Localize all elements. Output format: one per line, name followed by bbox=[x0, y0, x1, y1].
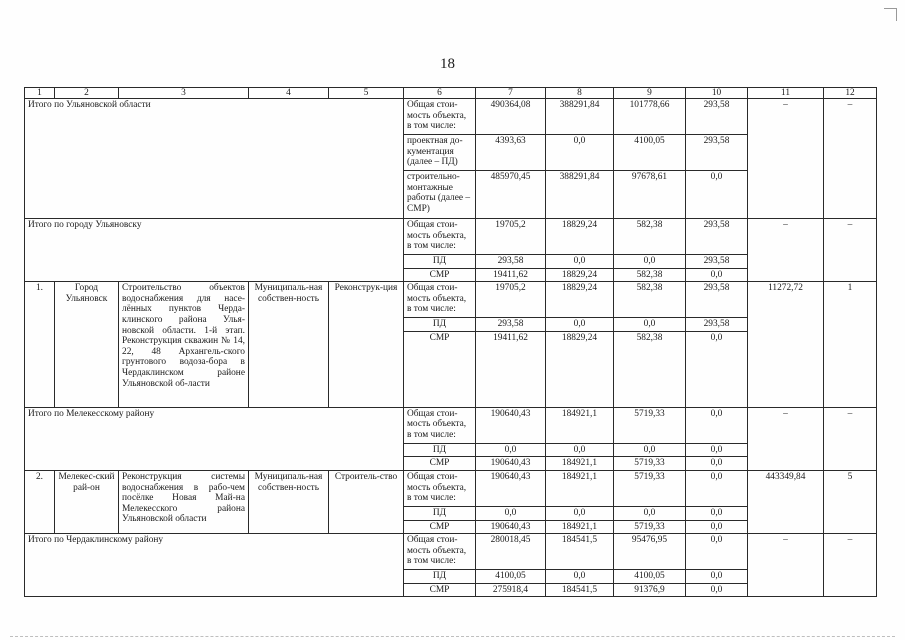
scan-corner-mark bbox=[884, 8, 897, 21]
row-label: Общая стои-мость объекта, в том числе: bbox=[404, 99, 476, 135]
row-label: СМР bbox=[404, 331, 476, 407]
object-number: 2. bbox=[25, 470, 55, 533]
value-cell: 0,0 bbox=[686, 570, 748, 584]
col-header: 11 bbox=[748, 88, 824, 99]
column-number-row bbox=[25, 88, 877, 99]
value-cell: 0,0 bbox=[546, 570, 614, 584]
investment-table bbox=[24, 87, 877, 597]
col-header: 1 bbox=[25, 88, 55, 99]
value-cell: 0,0 bbox=[686, 506, 748, 520]
row-label: ПД bbox=[404, 443, 476, 457]
value-cell: 582,38 bbox=[614, 282, 686, 318]
value-cell: 293,58 bbox=[686, 99, 748, 135]
row-label: Общая стои-мость объекта, в том числе: bbox=[404, 219, 476, 255]
value-cell: 18829,24 bbox=[546, 268, 614, 282]
col-header: 2 bbox=[55, 88, 119, 99]
value-cell: 0,0 bbox=[686, 534, 748, 570]
col-header: 7 bbox=[476, 88, 546, 99]
page-number: 18 bbox=[440, 56, 455, 72]
row-label: проектная до-кументация (далее – ПД) bbox=[404, 135, 476, 171]
row-label: Общая стои-мость объекта, в том числе: bbox=[404, 407, 476, 443]
city-summary-title: Итого по городу Ульяновску bbox=[25, 219, 404, 282]
value-cell: 0,0 bbox=[614, 318, 686, 332]
value-cell: 190640,43 bbox=[476, 407, 546, 443]
value-cell: 582,38 bbox=[614, 268, 686, 282]
value-cell: 0,0 bbox=[546, 443, 614, 457]
value-cell: 0,0 bbox=[686, 443, 748, 457]
object-work-type: Реконструк-ция bbox=[329, 282, 404, 408]
value-cell: 0,0 bbox=[614, 443, 686, 457]
value-cell: 19411,62 bbox=[476, 268, 546, 282]
value-cell: – bbox=[824, 219, 877, 282]
row-label: строительно-монтажные работы (далее – СМР) bbox=[404, 171, 476, 219]
value-cell: 582,38 bbox=[614, 331, 686, 407]
value-cell: 18829,24 bbox=[546, 331, 614, 407]
row-label: ПД bbox=[404, 506, 476, 520]
value-cell: 0,0 bbox=[546, 255, 614, 269]
value-cell: 190640,43 bbox=[476, 520, 546, 534]
value-cell: 184921,1 bbox=[546, 457, 614, 471]
value-cell: 293,58 bbox=[476, 318, 546, 332]
value-cell: 19411,62 bbox=[476, 331, 546, 407]
value-cell: 0,0 bbox=[686, 407, 748, 443]
object-number: 1. bbox=[25, 282, 55, 408]
object-place: Мелекес-ский рай-он bbox=[55, 470, 119, 533]
value-cell: 0,0 bbox=[686, 457, 748, 471]
value-cell: 280018,45 bbox=[476, 534, 546, 570]
region-summary-title: Итого по Ульяновской области bbox=[25, 99, 404, 219]
cherdakly-summary-title: Итого по Чердаклинскому району bbox=[25, 534, 404, 597]
value-cell: 582,38 bbox=[614, 219, 686, 255]
value-cell: 490364,08 bbox=[476, 99, 546, 135]
row-label: ПД bbox=[404, 318, 476, 332]
value-cell: 5 bbox=[824, 470, 877, 533]
value-cell: 293,58 bbox=[686, 255, 748, 269]
value-cell: 190640,43 bbox=[476, 457, 546, 471]
value-cell: 5719,33 bbox=[614, 407, 686, 443]
value-cell: 95476,95 bbox=[614, 534, 686, 570]
row-label: СМР bbox=[404, 520, 476, 534]
value-cell: 0,0 bbox=[476, 443, 546, 457]
value-cell: 0,0 bbox=[686, 268, 748, 282]
value-cell: 4100,05 bbox=[614, 135, 686, 171]
object-ownership: Муниципаль-ная собствен-ность bbox=[249, 470, 329, 533]
value-cell: – bbox=[824, 407, 877, 470]
value-cell: – bbox=[748, 407, 824, 470]
row-label: Общая стои-мость объекта, в том числе: bbox=[404, 534, 476, 570]
value-cell: 0,0 bbox=[546, 506, 614, 520]
value-cell: 0,0 bbox=[546, 135, 614, 171]
row-label: Общая стои-мость объекта, в том числе: bbox=[404, 470, 476, 506]
value-cell: 1 bbox=[824, 282, 877, 408]
value-cell: 0,0 bbox=[686, 470, 748, 506]
value-cell: 0,0 bbox=[686, 520, 748, 534]
row-label: СМР bbox=[404, 457, 476, 471]
row-label: ПД bbox=[404, 255, 476, 269]
value-cell: – bbox=[824, 99, 877, 219]
value-cell: 0,0 bbox=[686, 171, 748, 219]
value-cell: 4393,63 bbox=[476, 135, 546, 171]
value-cell: 293,58 bbox=[686, 282, 748, 318]
object-description: Строительство объектов водоснабжения для насе-лённых пунктов Черда-клинского района Улья-новской области. 1-й этап. Реконструкция скважин № 14, 22, 48 Архангель-ского грунтового водоза-бора в Чердаклинском районе Ульяновской об-ласти bbox=[119, 282, 249, 408]
table-row bbox=[25, 282, 877, 318]
value-cell: 184921,1 bbox=[546, 407, 614, 443]
value-cell: 5719,33 bbox=[614, 457, 686, 471]
value-cell: 4100,05 bbox=[476, 570, 546, 584]
value-cell: 293,58 bbox=[686, 318, 748, 332]
value-cell: 91376,9 bbox=[614, 583, 686, 597]
scan-edge-noise bbox=[10, 634, 895, 637]
value-cell: 293,58 bbox=[686, 135, 748, 171]
value-cell: 0,0 bbox=[614, 506, 686, 520]
value-cell: 97678,61 bbox=[614, 171, 686, 219]
table-row bbox=[25, 99, 877, 135]
col-header: 5 bbox=[329, 88, 404, 99]
row-label: ПД bbox=[404, 570, 476, 584]
object-work-type: Строитель-ство bbox=[329, 470, 404, 533]
object-description: Реконструкция системы водоснабжения в рабо-чем посёлке Новая Май-на Мелекесского района Ульяновской области bbox=[119, 470, 249, 533]
value-cell: 293,58 bbox=[686, 219, 748, 255]
value-cell: 4100,05 bbox=[614, 570, 686, 584]
value-cell: 5719,33 bbox=[614, 520, 686, 534]
value-cell: 184921,1 bbox=[546, 520, 614, 534]
value-cell: 190640,43 bbox=[476, 470, 546, 506]
value-cell: 18829,24 bbox=[546, 282, 614, 318]
table-row bbox=[25, 407, 877, 443]
value-cell: – bbox=[748, 534, 824, 597]
value-cell: 101778,66 bbox=[614, 99, 686, 135]
value-cell: 388291,84 bbox=[546, 99, 614, 135]
value-cell: 275918,4 bbox=[476, 583, 546, 597]
object-ownership: Муниципаль-ная собствен-ность bbox=[249, 282, 329, 408]
col-header: 4 bbox=[249, 88, 329, 99]
table-row bbox=[25, 470, 877, 506]
value-cell: 184921,1 bbox=[546, 470, 614, 506]
value-cell: 485970,45 bbox=[476, 171, 546, 219]
value-cell: 0,0 bbox=[686, 331, 748, 407]
value-cell: 19705,2 bbox=[476, 219, 546, 255]
value-cell: 0,0 bbox=[546, 318, 614, 332]
table-row bbox=[25, 534, 877, 570]
value-cell: 18829,24 bbox=[546, 219, 614, 255]
table-row bbox=[25, 219, 877, 255]
col-header: 3 bbox=[119, 88, 249, 99]
value-cell: 5719,33 bbox=[614, 470, 686, 506]
value-cell: – bbox=[748, 219, 824, 282]
value-cell: 0,0 bbox=[476, 506, 546, 520]
value-cell: 0,0 bbox=[614, 255, 686, 269]
value-cell: 388291,84 bbox=[546, 171, 614, 219]
melekess-summary-title: Итого по Мелекесскому району bbox=[25, 407, 404, 470]
row-label: СМР bbox=[404, 583, 476, 597]
col-header: 6 bbox=[404, 88, 476, 99]
value-cell: 11272,72 bbox=[748, 282, 824, 408]
value-cell: 443349,84 bbox=[748, 470, 824, 533]
value-cell: 19705,2 bbox=[476, 282, 546, 318]
value-cell: 0,0 bbox=[686, 583, 748, 597]
value-cell: 184541,5 bbox=[546, 583, 614, 597]
col-header: 8 bbox=[546, 88, 614, 99]
object-place: Город Ульяновск bbox=[55, 282, 119, 408]
value-cell: 184541,5 bbox=[546, 534, 614, 570]
value-cell: – bbox=[748, 99, 824, 219]
col-header: 10 bbox=[686, 88, 748, 99]
row-label: Общая стои-мость объекта, в том числе: bbox=[404, 282, 476, 318]
value-cell: 293,58 bbox=[476, 255, 546, 269]
col-header: 9 bbox=[614, 88, 686, 99]
col-header: 12 bbox=[824, 88, 877, 99]
row-label: СМР bbox=[404, 268, 476, 282]
value-cell: – bbox=[824, 534, 877, 597]
